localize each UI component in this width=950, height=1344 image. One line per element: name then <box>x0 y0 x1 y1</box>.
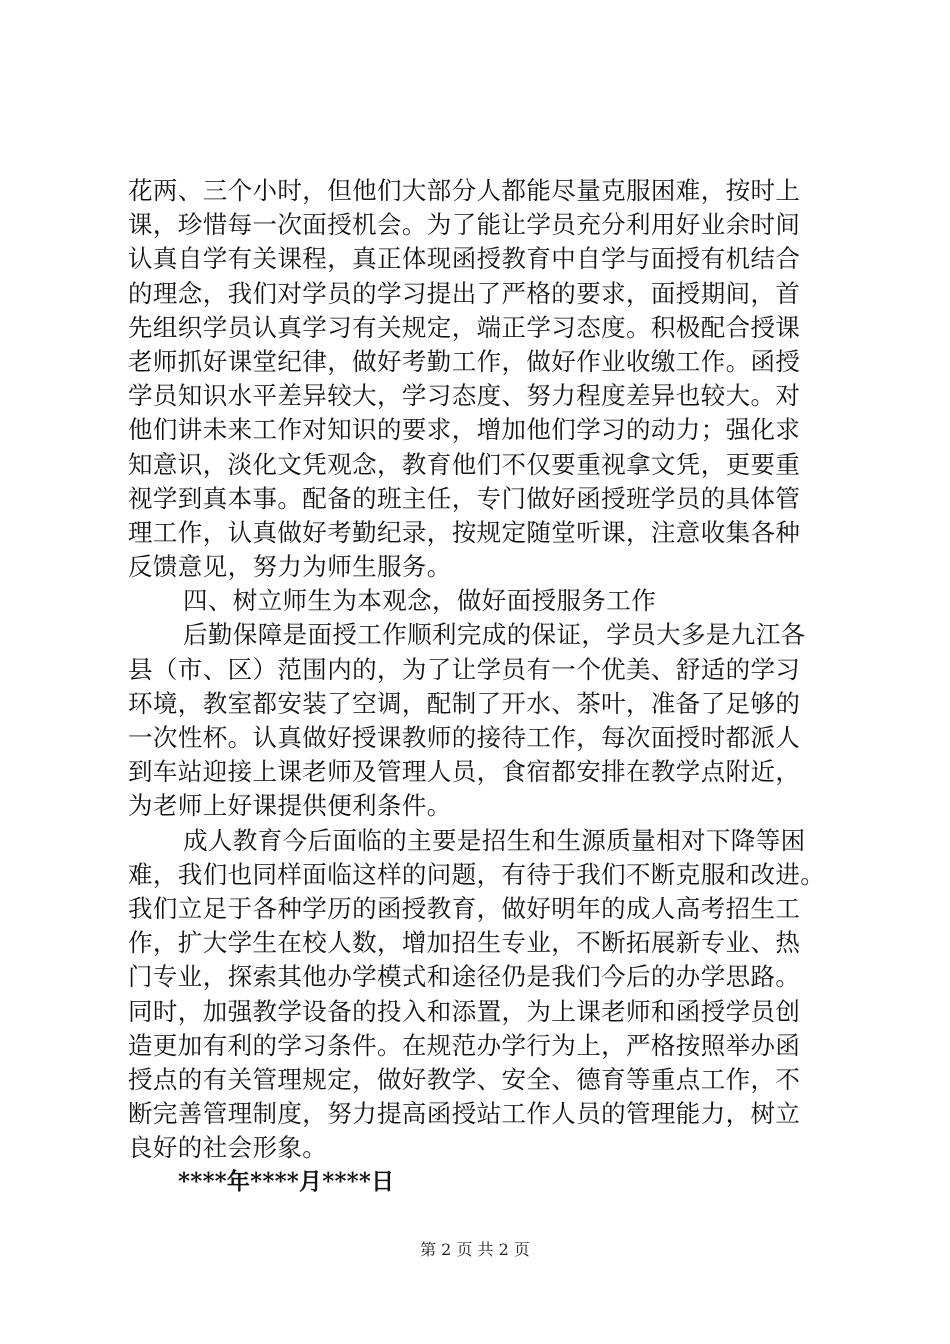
text-line: 授点的有关管理规定，做好教学、安全、德育等重点工作，不 <box>128 1064 801 1094</box>
date-line: ****年****月****日 <box>178 1168 395 1196</box>
text-line: 同时，加强教学设备的投入和添置，为上课老师和函授学员创 <box>128 996 801 1026</box>
text-line: 为老师上好课提供便利条件。 <box>128 791 452 821</box>
text-line: 学员知识水平差异较大，学习态度、努力程度差异也较大。对 <box>128 381 801 411</box>
document-body <box>128 174 838 1200</box>
text-line: 门专业，探索其他办学模式和途径仍是我们今后的办学思路。 <box>128 962 801 992</box>
text-line: 老师抓好课堂纪律，做好考勤工作，做好作业收缴工作。函授 <box>128 346 801 376</box>
text-line: 作，扩大学生在校人数，增加招生专业，不断拓展新专业、热 <box>128 928 801 958</box>
text-line: 造更加有利的学习条件。在规范办学行为上，严格按照举办函 <box>128 1030 801 1060</box>
paragraph-start: 成人教育今后面临的主要是招生和生源质量相对下降等困 <box>183 825 806 855</box>
text-line: 环境，教室都安装了空调，配制了开水、茶叶，准备了足够的 <box>128 688 801 718</box>
text-line: 到车站迎接上课老师及管理人员，食宿都安排在教学点附近， <box>128 757 801 787</box>
paragraph-start: 后勤保障是面授工作顺利完成的保证，学员大多是九江各 <box>183 620 806 650</box>
text-line: 知意识，淡化文凭观念，教育他们不仅要重视拿文凭，更要重 <box>128 449 801 479</box>
text-line: 认真自学有关课程，真正体现函授教育中自学与面授有机结合 <box>128 244 801 274</box>
text-line: 断完善管理制度，努力提高函授站工作人员的管理能力，树立 <box>128 1099 801 1129</box>
text-line: 理工作，认真做好考勤纪录，按规定随堂听课，注意收集各种 <box>128 517 801 547</box>
text-line: 先组织学员认真学习有关规定，端正学习态度。积极配合授课 <box>128 312 801 342</box>
page-footer: 第 2 页 共 2 页 <box>420 1240 530 1259</box>
text-line: 难，我们也同样面临这样的问题，有待于我们不断克服和改进。 <box>128 859 826 889</box>
text-line: 他们讲未来工作对知识的要求，增加他们学习的动力；强化求 <box>128 415 801 445</box>
text-line: 县（市、区）范围内的，为了让学员有一个优美、舒适的学习 <box>128 654 801 684</box>
text-line: 视学到真本事。配备的班主任，专门做好函授班学员的具体管 <box>128 483 801 513</box>
section-heading: 四、树立师生为本观念，做好面授服务工作 <box>183 586 657 616</box>
text-line: 一次性杯。认真做好授课教师的接待工作，每次面授时都派人 <box>128 723 801 752</box>
text-line: 花两、三个小时，但他们大部分人都能尽量克服困难，按时上 <box>128 176 801 205</box>
text-line: 良好的社会形象。 <box>128 1133 328 1163</box>
text-line: 我们立足于各种学历的函授教育，做好明年的成人高考招生工 <box>128 893 801 923</box>
text-line: 课，珍惜每一次面授机会。为了能让学员充分利用好业余时间 <box>128 210 801 240</box>
text-line: 的理念，我们对学员的学习提出了严格的要求，面授期间，首 <box>128 278 801 308</box>
text-line: 反馈意见，努力为师生服务。 <box>128 552 452 582</box>
